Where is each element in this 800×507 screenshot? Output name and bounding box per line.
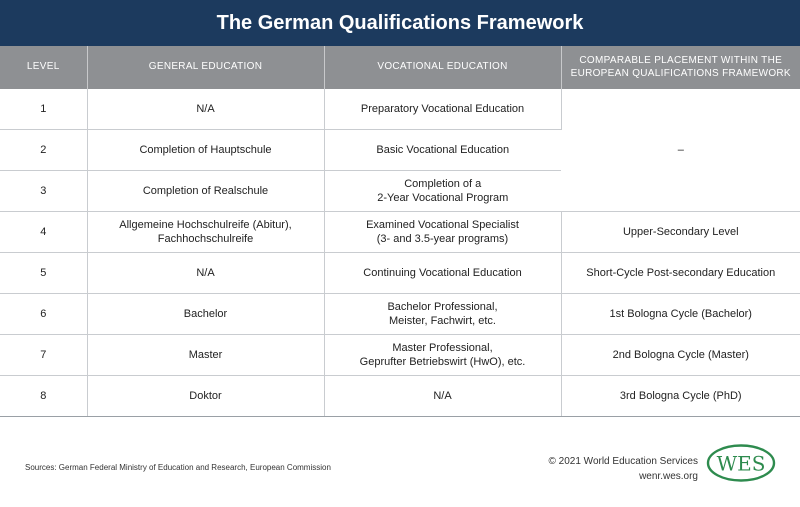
header-eqf-placement: COMPARABLE PLACEMENT WITHIN THE EUROPEAN QUALIFICATIONS FRAMEWORK: [561, 46, 800, 89]
copyright-block: [549, 455, 698, 484]
level-cell: 1: [0, 89, 87, 130]
vocational-education-cell: N/A: [324, 376, 561, 417]
general-education-cell: Allgemeine Hochschulreife (Abitur), Fachhochschulreife: [87, 212, 324, 253]
vocational-education-cell: Basic Vocational Education: [324, 130, 561, 171]
table-row: [0, 253, 800, 294]
level-cell: 2: [0, 130, 87, 171]
vocational-education-cell: Master Professional, Geprufter Betriebswirt (HwO), etc.: [324, 335, 561, 376]
header-level: LEVEL: [0, 46, 87, 89]
copyright-text: © 2021 World Education Services: [548, 456, 698, 467]
table-row: [0, 376, 800, 417]
general-education-cell: Bachelor: [87, 294, 324, 335]
table-row: [0, 335, 800, 376]
general-education-cell: N/A: [87, 89, 324, 130]
level-cell: 8: [0, 376, 87, 417]
eqf-placement-cell: Short-Cycle Post-secondary Education: [561, 253, 800, 294]
table-row: [0, 294, 800, 335]
table-row: [0, 89, 800, 130]
level-cell: 3: [0, 171, 87, 212]
logo-text: WES: [716, 451, 766, 476]
table-header-row: [0, 46, 800, 89]
header-vocational-education: VOCATIONAL EDUCATION: [324, 46, 561, 89]
general-education-cell: Doktor: [87, 376, 324, 417]
vocational-education-cell: Examined Vocational Specialist (3- and 3.5-year programs): [324, 212, 561, 253]
general-education-cell: Master: [87, 335, 324, 376]
website-link[interactable]: wenr.wes.org: [639, 470, 698, 482]
general-education-cell: Completion of Realschule: [87, 171, 324, 212]
vocational-education-cell: Continuing Vocational Education: [324, 253, 561, 294]
sources-note: Sources: German Federal Ministry of Education and Research, European Commission: [25, 463, 331, 472]
eqf-placement-cell: 3rd Bologna Cycle (PhD): [561, 376, 800, 417]
page-title: The German Qualifications Framework: [0, 0, 800, 46]
vocational-education-cell: Completion of a 2-Year Vocational Program: [324, 171, 561, 212]
qualifications-table: [0, 46, 800, 417]
eqf-placement-cell: Upper-Secondary Level: [561, 212, 800, 253]
level-cell: 6: [0, 294, 87, 335]
general-education-cell: N/A: [87, 253, 324, 294]
vocational-education-cell: Bachelor Professional, Meister, Fachwirt, etc.: [324, 294, 561, 335]
eqf-placement-cell-merged: –: [561, 89, 800, 212]
vocational-education-cell: Preparatory Vocational Education: [324, 89, 561, 130]
table-row: [0, 212, 800, 253]
header-general-education: GENERAL EDUCATION: [87, 46, 324, 89]
general-education-cell: Completion of Hauptschule: [87, 130, 324, 171]
eqf-placement-cell: 1st Bologna Cycle (Bachelor): [561, 294, 800, 335]
eqf-placement-cell: 2nd Bologna Cycle (Master): [561, 335, 800, 376]
level-cell: 4: [0, 212, 87, 253]
level-cell: 7: [0, 335, 87, 376]
level-cell: 5: [0, 253, 87, 294]
wes-logo-icon: [706, 443, 776, 483]
